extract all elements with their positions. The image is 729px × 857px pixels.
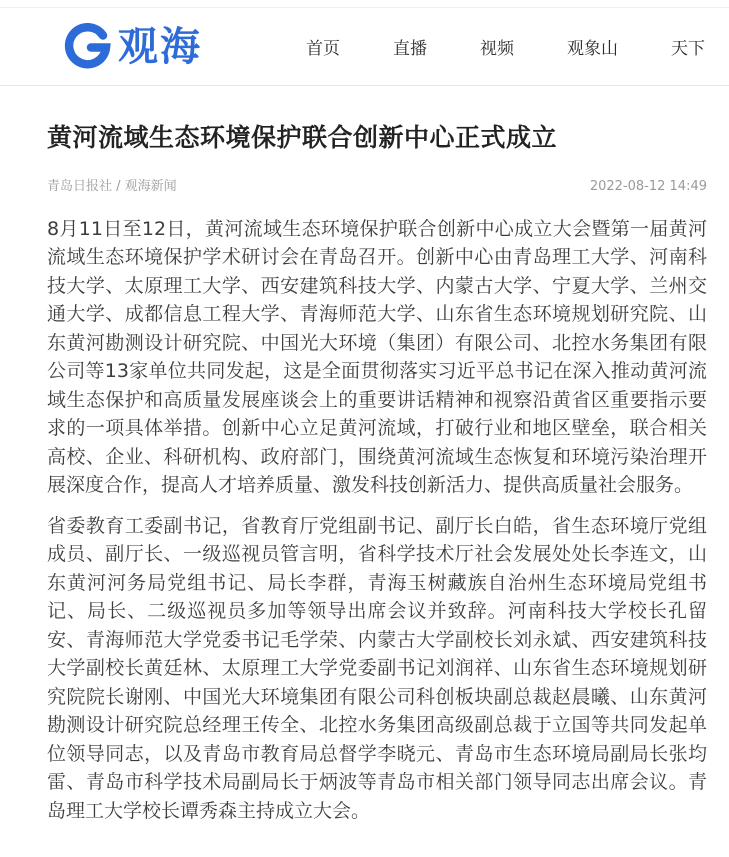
article-paragraph: 省委教育工委副书记，省教育厅党组副书记、副厅长白皓，省生态环境厅党组成员、副厅长、一级巡视员管言明，省科学技术厅社会发展处处长李连文，山东黄河河务局党组书记、局长李群，青海玉树藏族自治州生态环境局党组书记、局长、二级巡视员多加等领导出席会议并致辞。河南科技大学校长孔留安、青海师范大学党委书记毛学荣、内蒙古大学副校长刘永斌、西安建筑科技大学副校长黄廷林、太原理工大学党委副书记刘润祥、山东省生态环境规划研究院院长谢刚、中国光大环境集团有限公司科创板块副总裁赵晨曦、山东黄河勘测设计研究院总经理王传全、北控水务集团高级副总裁于立国等共同发起单位领导同志，以及青岛市教育局总督学李晓元、青岛市生态环境局副局长张均雷、青岛市科学技术局副局长于炳波等青岛市相关部门领导同志出席会议。青岛理工大学校长谭秀森主持成立大会。 [47, 514, 707, 822]
article-paragraph: 8月11日至12日，黄河流域生态环境保护联合创新中心成立大会暨第一届黄河流域生态环境保护学术研讨会在青岛召开。创新中心由青岛理工大学、河南科技大学、太原理工大学、西安建筑科技大学、内蒙古大学、宁夏大学、兰州交通大学、成都信息工程大学、青海师范大学、山东省生态环境规划研究院、山东黄河勘测设计研究院、中国光大环境（集团）有限公司、北控水务集团有限公司等13家单位共同发起，这是全面贯彻落实习近平总书记在深入推动黄河流域生态保护和高质量发展座谈会上的重要讲话精神和视察沿黄省区重要指示要求的一项具体举措。创新中心立足黄河流域，打破行业和地区壁垒，联合相关高校、企业、科研机构、政府部门，围绕黄河流域生态恢复和环境污染治理开展深度合作，提高人才培养质量、激发科技创新活力、提供高质量社会服务。 [47, 217, 707, 496]
top-strip [0, 0, 729, 8]
article-title: 黄河流域生态环境保护联合创新中心正式成立 [47, 123, 558, 152]
nav-item-guanxiangshan[interactable]: 观象山 [567, 39, 618, 59]
logo-wordmark: 观海 [118, 23, 202, 70]
site-header [0, 8, 729, 86]
article-source: 青岛日报社 / 观海新闻 [47, 178, 177, 194]
site-logo[interactable] [64, 23, 202, 71]
main-nav [306, 34, 705, 59]
article-page [0, 122, 729, 857]
nav-item-world[interactable]: 天下 [671, 39, 705, 59]
nav-item-home[interactable]: 首页 [306, 39, 340, 59]
logo-g-mark-icon [64, 23, 112, 71]
nav-item-live[interactable]: 直播 [393, 39, 427, 59]
article-byline [47, 175, 707, 194]
nav-item-video[interactable]: 视频 [480, 39, 514, 59]
article-body [47, 215, 707, 826]
article-datetime: 2022-08-12 14:49 [589, 178, 707, 194]
